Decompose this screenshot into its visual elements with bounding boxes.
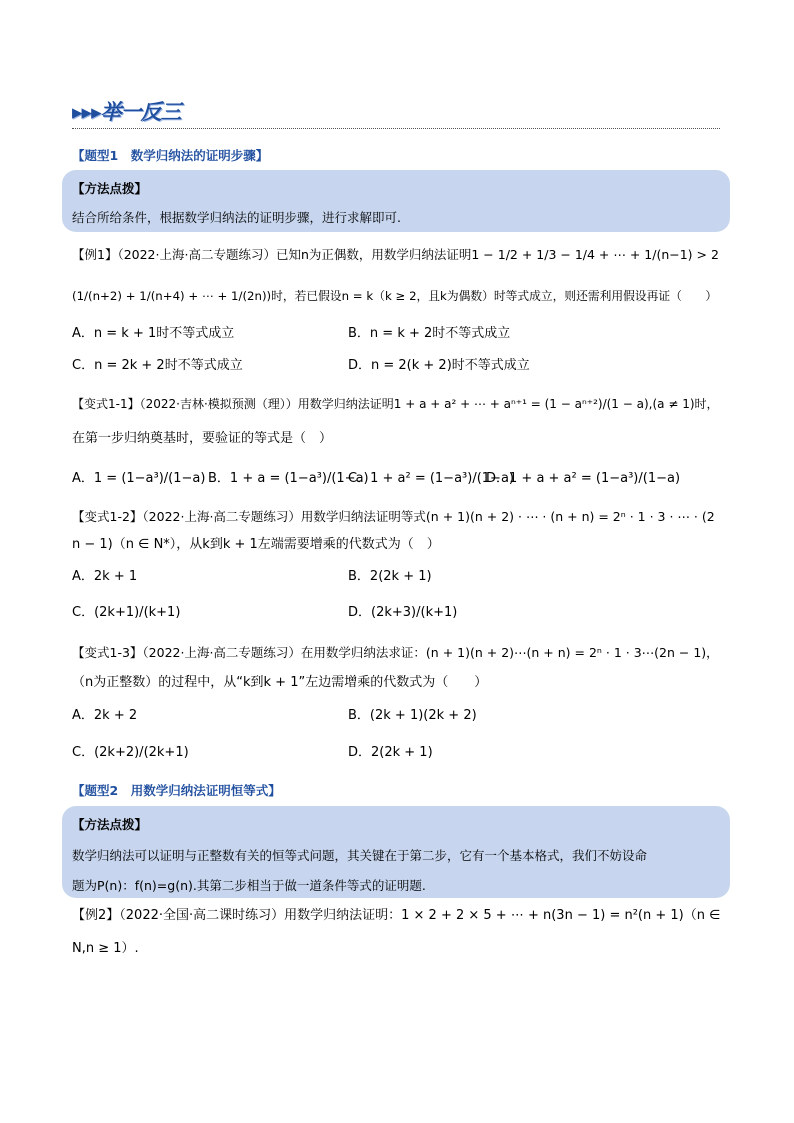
type1-tip-title: 【方法点拨】 [72,181,148,196]
example1-stem-line1: 【例1】（2022·上海·高二专题练习）已知n为正偶数，用数学归纳法证明1 − 1/2 + 1/3 − 1/4 + ⋯ + 1/(n−1) > 2 [72,247,719,262]
variant1-3-stem-line2: （n为正整数）的过程中，从“k到k + 1”左边需增乘的代数式为（ ） [72,675,488,690]
variant1-2-stem-line2: n − 1)（n ∈ N*），从k到k + 1左端需要增乘的代数式为（ ） [72,537,440,552]
variant1-1-stem-line2: 在第一步归纳奠基时，要验证的等式是（ ） [72,431,333,446]
variant1-1-option-b: B．1 + a = (1−a³)/(1−a) [208,471,369,486]
variant1-3-option-d: D．2(2k + 1) [348,745,433,760]
example1-option-b: B．n = k + 2时不等式成立 [348,326,511,341]
example2-stem-line2: N,n ≥ 1）. [72,941,139,956]
type1-heading: 【题型1 数学归纳法的证明步骤】 [72,148,269,163]
variant1-3-option-c: C．(2k+2)/(2k+1) [72,745,189,760]
type2-method-tip-box [62,806,730,898]
example1-option-a: A．n = k + 1时不等式成立 [72,326,235,341]
variant1-1-option-c: C．1 + a² = (1−a³)/(1−a) [348,471,514,486]
variant1-2-option-d: D．(2k+3)/(k+1) [348,605,458,620]
type1-tip-body: 结合所给条件，根据数学归纳法的证明步骤，进行求解即可. [72,210,401,225]
type2-heading: 【题型2 用数学归纳法证明恒等式】 [72,783,281,798]
variant1-2-option-c: C．(2k+1)/(k+1) [72,605,181,620]
variant1-1-stem-line1: 【变式1-1】（2022·吉林·模拟预测（理））用数学归纳法证明1 + a + a² + ⋯ + aⁿ⁺¹ = (1 − aⁿ⁺²)/(1 − a),(a ≠ 1)时， [72,397,719,411]
title-divider [72,128,720,129]
variant1-2-option-b: B．2(2k + 1) [348,569,432,584]
example1-option-c: C．n = 2k + 2时不等式成立 [72,358,243,373]
type2-tip-title: 【方法点拨】 [72,817,148,832]
example2-stem-line1: 【例2】（2022·全国·高二课时练习）用数学归纳法证明：1 × 2 + 2 × 5 + ⋯ + n(3n − 1) = n²(n + 1)（n ∈ [72,908,721,923]
variant1-3-option-a: A．2k + 2 [72,708,138,723]
variant1-1-option-a: A．1 = (1−a³)/(1−a) [72,471,206,486]
type1-method-tip-box [62,170,730,232]
example1-stem-line2: (1/(n+2) + 1/(n+4) + ⋯ + 1/(2n))时，若已假设n = k（k ≥ 2，且k为偶数）时等式成立，则还需利用假设再证（ ） [72,289,718,303]
variant1-2-option-a: A．2k + 1 [72,569,138,584]
type2-tip-body-line2: 题为P(n)：f(n)=g(n).其第二步相当于做一道条件等式的证明题. [72,878,426,893]
page-title: ▸▸▸举一反三 [72,100,181,124]
variant1-1-option-d: D．1 + a + a² = (1−a³)/(1−a) [486,471,681,486]
example1-option-d: D．n = 2(k + 2)时不等式成立 [348,358,530,373]
variant1-3-option-b: B．(2k + 1)(2k + 2) [348,708,477,723]
type2-tip-body-line1: 数学归纳法可以证明与正整数有关的恒等式问题，其关键在于第二步，它有一个基本格式，我们不妨设命 [72,848,648,863]
variant1-3-stem-line1: 【变式1-3】（2022·上海·高二专题练习）在用数学归纳法求证：(n + 1)(n + 2)⋯(n + n) = 2ⁿ · 1 · 3⋯(2n − 1)， [72,645,719,660]
variant1-2-stem-line1: 【变式1-2】（2022·上海·高二专题练习）用数学归纳法证明等式(n + 1)(n + 2) · ⋯ · (n + n) = 2ⁿ · 1 · 3 · ⋯ · (2 [72,509,715,524]
